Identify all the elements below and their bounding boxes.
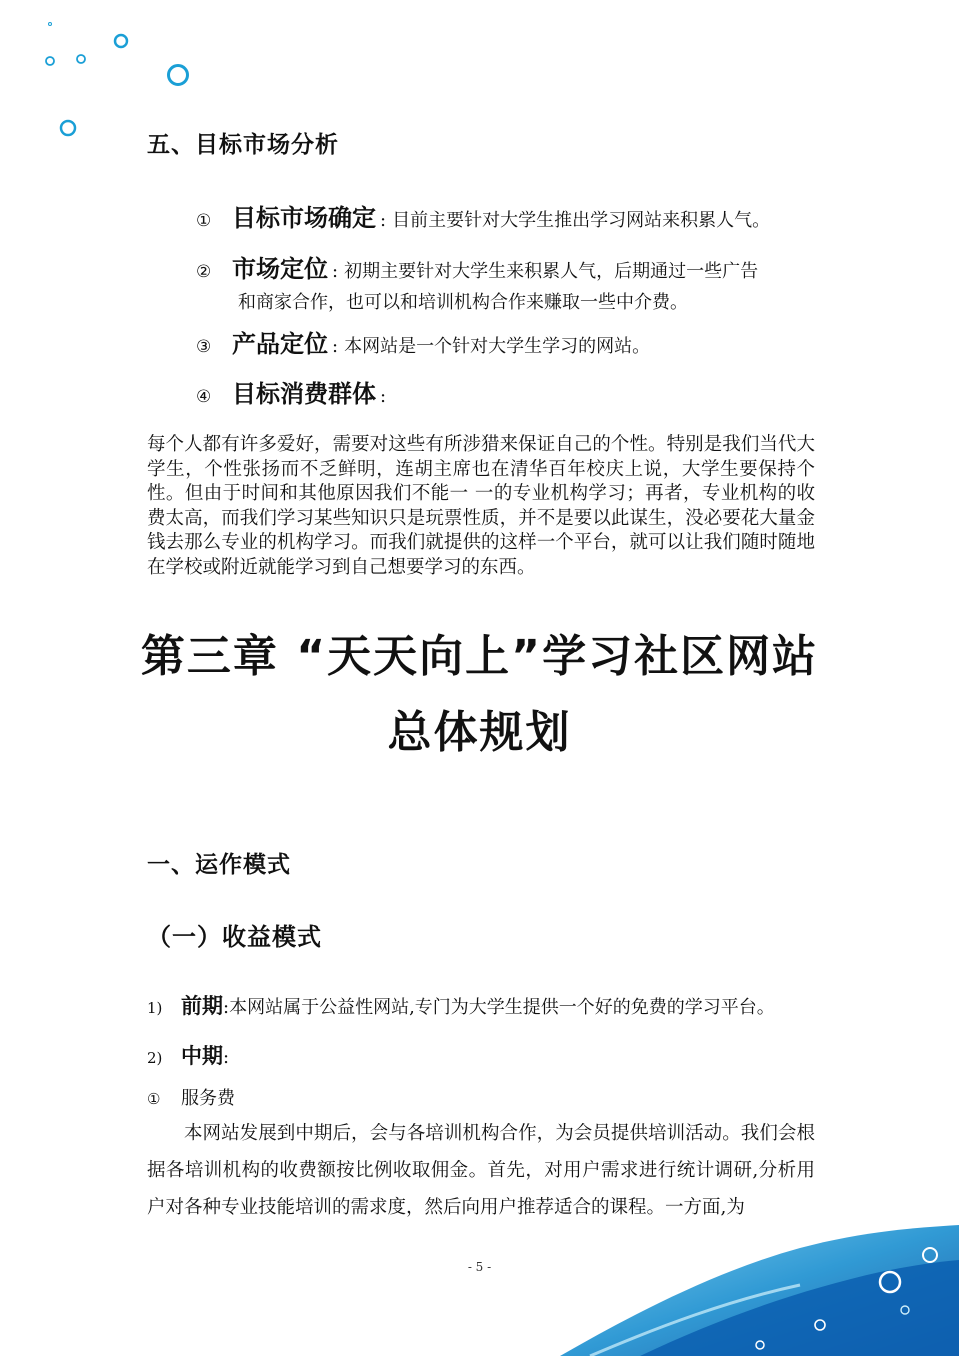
item-text: 目前主要针对大学生推出学习网站来积累人气。 bbox=[392, 210, 771, 231]
item-key: 目标消费群体 bbox=[232, 380, 376, 408]
phase-key: 中期 bbox=[181, 1044, 223, 1068]
phase-number: 2) bbox=[147, 1049, 163, 1067]
phase-text: : bbox=[223, 1047, 230, 1068]
service-fee-item bbox=[147, 1084, 235, 1110]
target-item-2: ② 市场定位 : 初期主要针对大学生来积累人气，后期通过一些广告 bbox=[196, 255, 759, 283]
service-label: 服务费 bbox=[181, 1088, 235, 1109]
phase-early bbox=[147, 990, 775, 1020]
chapter-title-line-2: 总体规划 bbox=[387, 707, 572, 758]
item-text: 初期主要针对大学生来积累人气，后期通过一些广告 bbox=[344, 261, 759, 282]
item-key: 市场定位 bbox=[232, 255, 328, 283]
target-item-2-continued: 和商家合作，也可以和培训机构合作来赚取一些中介费。 bbox=[238, 292, 688, 313]
section-title-operation: 一、运作模式 bbox=[147, 852, 291, 878]
subsection-title-revenue: （一）收益模式 bbox=[147, 923, 322, 951]
phase-key: 前期 bbox=[181, 994, 223, 1018]
service-number: ① bbox=[147, 1090, 161, 1108]
target-item-4: ④ 目标消费群体 : bbox=[196, 380, 387, 408]
consumer-paragraph: 每个人都有许多爱好，需要对这些有所涉猎来保证自己的个性。特别是我们当代大学生，个性张扬而不乏鲜明，连胡主席也在清华百年校庆上说，大学生要保持个性。但由于时间和其他原因我们不能一 一的专业机构学习；再者，专业机构的收费太高，而我们学习某些知识只是玩票性质，并不是要以此谋生，没必要花大量金钱去那么专业的机构学习。而我们就提供的这样一个平台，就可以让我们随时随地在学校或附近就能学习到自己想要学习的东西。 bbox=[147, 434, 815, 578]
phase-middle bbox=[147, 1040, 229, 1070]
item-number: ② bbox=[196, 262, 212, 282]
target-item-1: ① 目标市场确定 : 目前主要针对大学生推出学习网站来积累人气。 bbox=[196, 204, 771, 232]
item-number: ③ bbox=[196, 337, 212, 357]
page-number: - 5 - bbox=[467, 1260, 492, 1274]
item-key: 目标市场确定 bbox=[232, 204, 376, 232]
phase-text: :本网站属于公益性网站,专门为大学生提供一个好的免费的学习平台。 bbox=[223, 997, 775, 1018]
item-text: 本网站是一个针对大学生学习的网站。 bbox=[344, 336, 651, 357]
item-key: 产品定位 bbox=[232, 330, 328, 358]
phase-number: 1) bbox=[147, 999, 163, 1017]
section-title-target-market: 五、目标市场分析 bbox=[147, 132, 339, 158]
chapter-title-line-1: 第三章 “天天向上”学习社区网站 bbox=[140, 631, 819, 682]
item-number: ① bbox=[196, 211, 212, 231]
item-number: ④ bbox=[196, 387, 212, 407]
target-item-3: ③ 产品定位 : 本网站是一个针对大学生学习的网站。 bbox=[196, 330, 651, 358]
service-paragraph: 本网站发展到中期后，会与各培训机构合作，为会员提供培训活动。我们会根据各培训机构的收费额按比例收取佣金。首先，对用户需求进行统计调研,分析用户对各种专业技能培训的需求度，然后向用户推荐适合的课程。一方面,为 bbox=[147, 1123, 815, 1218]
